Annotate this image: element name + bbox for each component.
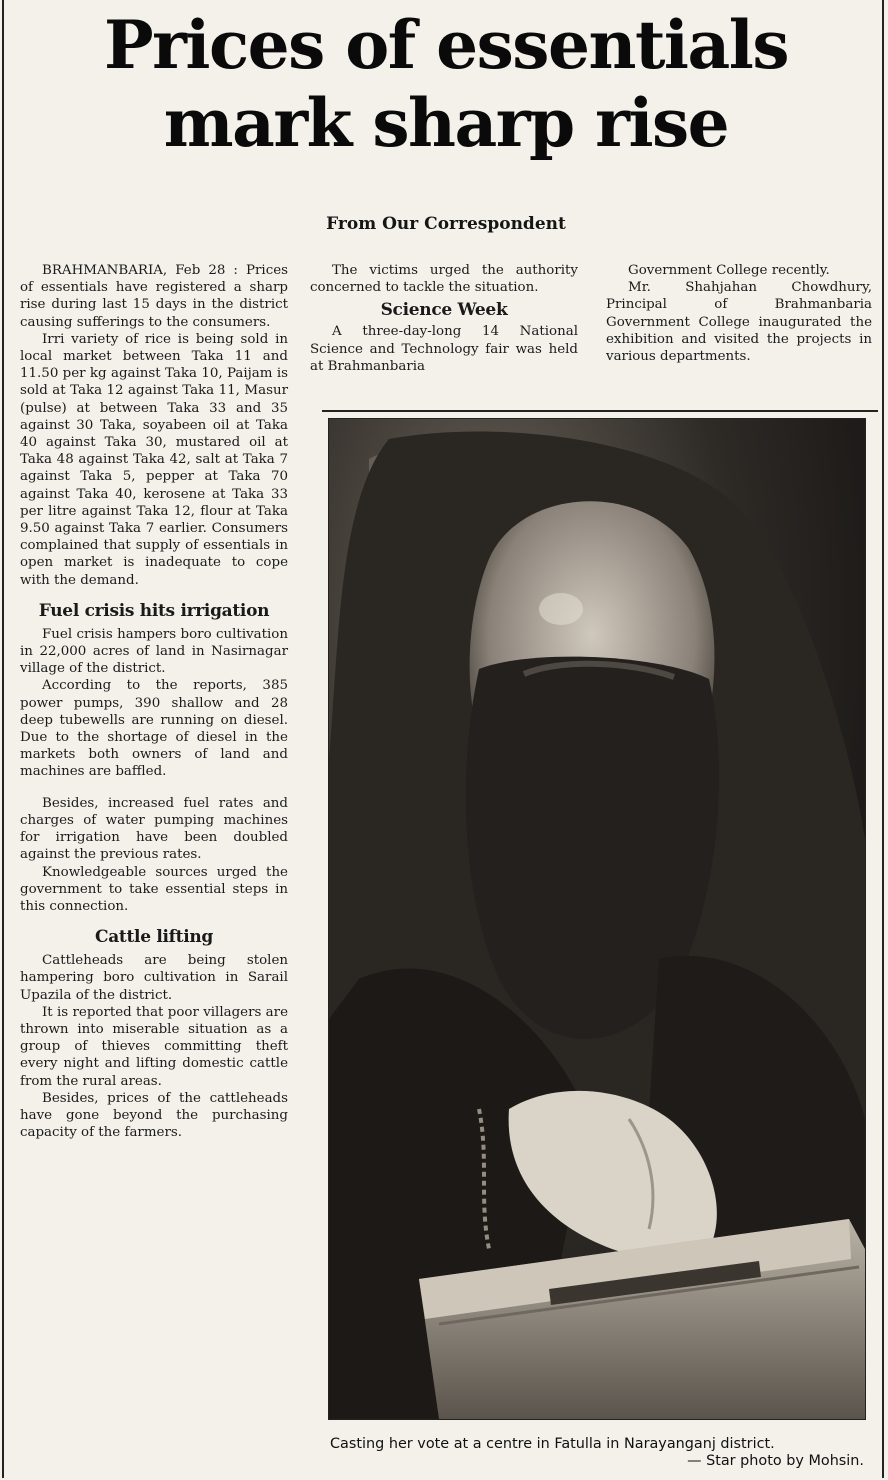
caption-text: Casting her vote at a centre in Fatulla in Narayanganj district. [330,1436,775,1452]
photo-credit: — Star photo by Mohsin. [687,1453,864,1469]
headline-line-2: mark sharp rise [163,84,729,162]
paragraph: According to the reports, 385 power pumps, 390 shallow and 28 deep tubewells are running on diesel. Due to the shortage of diesel in the markets both owners of land and machines are baffled. [20,678,288,780]
column-divider-rule [322,410,878,412]
subheading-science-week: Science Week [380,300,508,321]
paragraph: A three-day-long 14 National Science and Technology fair was held at Brahmanbaria [310,324,578,374]
paragraph: Government College recently. [628,263,830,278]
paragraph: Cattleheads are being stolen hampering boro cultivation in Sarail Upazila of the district. [20,953,288,1003]
article-column-1 [20,262,288,1141]
headline-line-1: Prices of essentials [103,6,788,84]
paragraph: Mr. Shahjahan Chowdhury, Principal of Brahmanbaria Government College inaugurated the exhibition and visited the projects in various departments. [606,280,872,365]
paragraph: BRAHMANBARIA, Feb 28 : Prices of essentials have registered a sharp rise during last 15 days in the district causing sufferings to the consumers. [20,263,288,330]
voter-photo-illustration [329,419,865,1419]
photo-caption [330,1436,864,1469]
paragraph: Fuel crisis hampers boro cultivation in 22,000 acres of land in Nasirnagar village of the district. [20,626,288,677]
paragraph: The victims urged the authority concerned to tackle the situation. [310,263,578,296]
subheading-cattle-lifting: Cattle lifting [94,927,214,948]
subheading-fuel-crisis: Fuel crisis hits irrigation [38,600,270,621]
paragraph: Knowledgeable sources urged the government to take essential steps in this connection. [20,864,288,914]
news-photo [328,418,866,1420]
paragraph: Irri variety of rice is being sold in local market between Taka 11 and 11.50 per kg against Taka 10, Paijam is sold at Taka 12 against Taka 11, Masur (pulse) at between Taka 33 and 35 against 30 Taka, soyabeen oil at Taka 40 against Taka 30, mustared oil at Taka 48 against Taka 42, salt at Taka 7 against Taka 5, pepper at Taka 70 against Taka 40, kerosene at Taka 33 per litre against Taka 12, flour at Taka 9.50 against Taka 7 earlier. Consumers complained that supply of essentials in open market is inadequate to cope with the demand. [20,331,288,588]
article-column-3 [606,262,872,365]
paragraph: Besides, prices of the cattleheads have gone beyond the purchasing capacity of the farmers. [20,1090,288,1141]
article-column-2 [310,262,578,375]
byline: From Our Correspondent [326,214,566,234]
paragraph: It is reported that poor villagers are thrown into miserable situation as a group of thieves committing theft every night and lifting domestic cattle from the rural areas. [20,1004,288,1089]
paragraph: Besides, increased fuel rates and charges of water pumping machines for irrigation have been doubled against the previous rates. [20,795,288,863]
newspaper-clipping [2,0,884,1478]
headline [4,6,888,162]
